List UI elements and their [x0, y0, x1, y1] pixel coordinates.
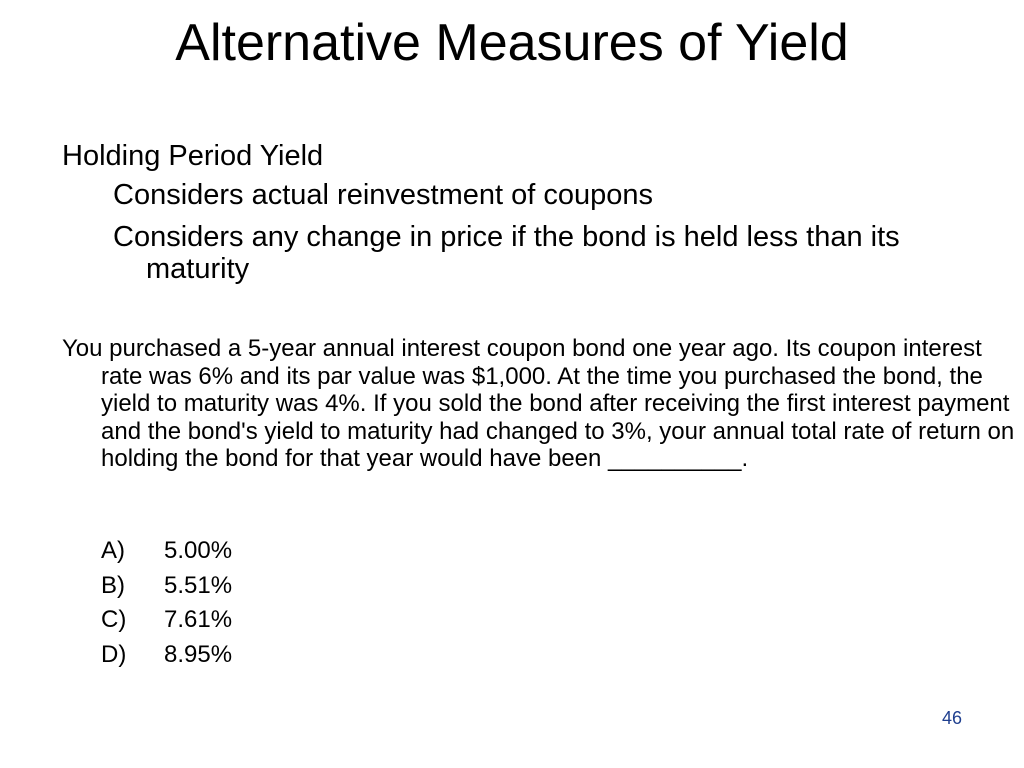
answer-letter: A) — [101, 537, 125, 564]
section-heading: Holding Period Yield — [62, 140, 324, 172]
answer-value: 5.00% — [164, 537, 233, 564]
answer-value: 7.61% — [164, 606, 233, 633]
bullet-item: Considers any change in price if the bond is held less than its maturity — [113, 221, 900, 285]
bullet-item: Considers actual reinvestment of coupons — [113, 179, 654, 211]
answer-option-a — [101, 534, 232, 569]
answer-letter: B) — [101, 571, 125, 599]
answer-list — [101, 534, 232, 672]
answer-value: 5.51% — [164, 571, 233, 599]
answer-letter: C) — [101, 606, 127, 633]
answer-option-c — [101, 603, 232, 638]
bullet-list — [113, 179, 973, 295]
answer-letter: D) — [101, 640, 127, 668]
answer-value: 8.95% — [164, 640, 233, 668]
page-number: 46 — [941, 708, 962, 728]
slide-title: Alternative Measures of Yield — [175, 14, 849, 72]
answer-option-d — [101, 638, 232, 673]
answer-option-b — [101, 569, 232, 604]
question-text: You purchased a 5-year annual interest coupon bond one year ago. Its coupon interest rate was 6% and its par value was $1,000. At the time you purchased the bond, the yield to maturity was 4%. If you sold the bond after receiving the first interest payment and the bond's yield to maturity had changed to 3%, your annual total rate of return on holding the bond for that year would have been __________. — [62, 335, 1015, 472]
